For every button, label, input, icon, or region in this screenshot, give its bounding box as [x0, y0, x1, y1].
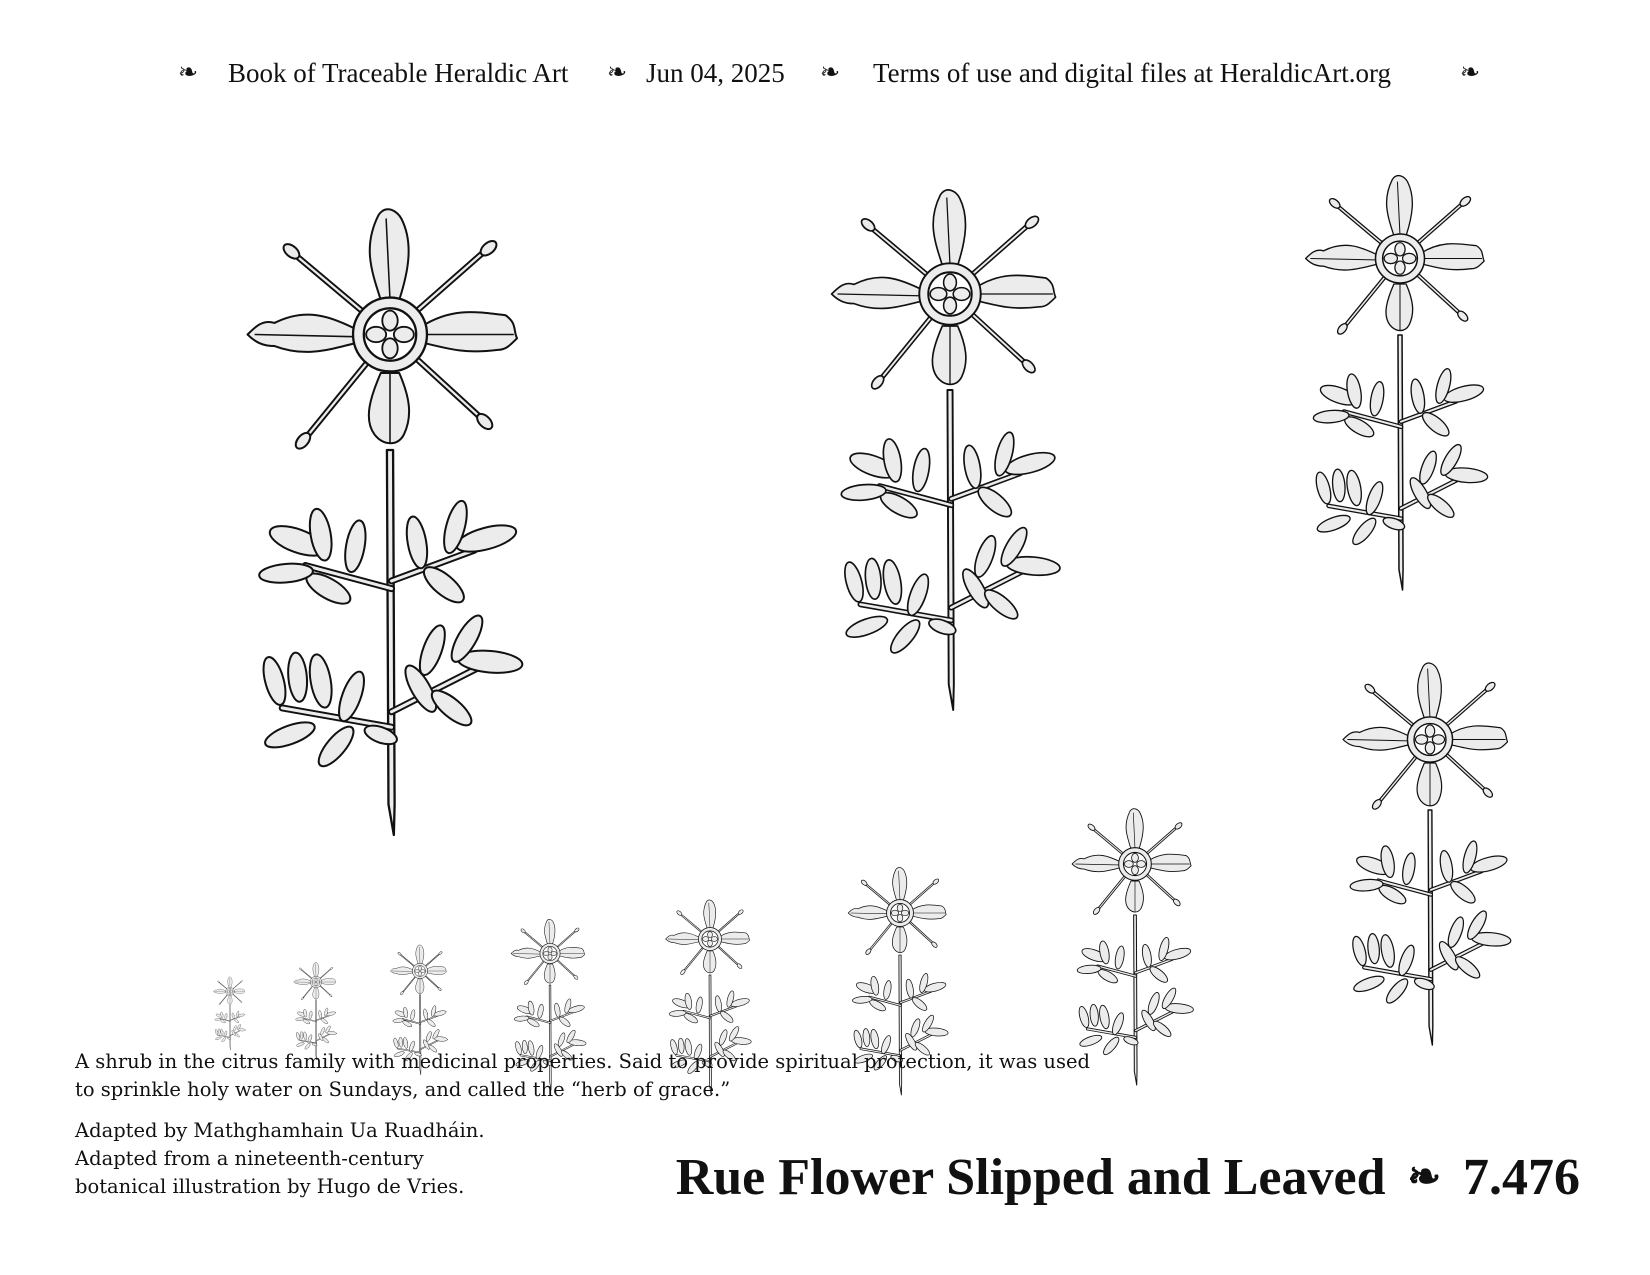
header-date: Jun 04, 2025: [646, 58, 785, 88]
fleuron-icon: ❧: [1460, 60, 1481, 86]
fleuron-icon: ❧: [1407, 1154, 1441, 1199]
fleuron-icon: ❧: [607, 60, 628, 86]
credit-line: Adapted from a nineteenth-century: [75, 1147, 424, 1170]
rue-figure-tiny-7: [1072, 809, 1194, 1085]
terms-link[interactable]: Terms of use and digital files at HeraldicArt.org: [873, 58, 1391, 88]
credit-line: botanical illustration by Hugo de Vries.: [75, 1175, 465, 1198]
fleuron-icon: ❧: [178, 60, 199, 86]
plate-number: 7.476: [1463, 1149, 1580, 1206]
credits: [75, 1117, 595, 1201]
plate-title-block: [676, 1148, 1580, 1207]
plate-title: Rue Flower Slipped and Leaved: [675, 1149, 1386, 1206]
rue-figure-lower-right: [1343, 663, 1511, 1045]
rue-figure-large: [248, 209, 524, 835]
credit-line: Adapted by Mathghamhain Ua Ruadháin.: [75, 1119, 485, 1142]
rue-figure-upper-right: [1306, 176, 1489, 590]
rue-figure-tiny-2: [294, 962, 337, 1060]
book-title: Book of Traceable Heraldic Art: [228, 58, 569, 88]
fleuron-icon: ❧: [820, 60, 841, 86]
rue-figure-medium: [832, 190, 1061, 710]
description: A shrub in the citrus family with medicinal properties. Said to provide spiritual protection, it was used to sprinkle holy water on Sundays, and called the “herb of grace.”: [75, 1050, 1091, 1101]
rue-figure-tiny-1: [213, 977, 245, 1050]
